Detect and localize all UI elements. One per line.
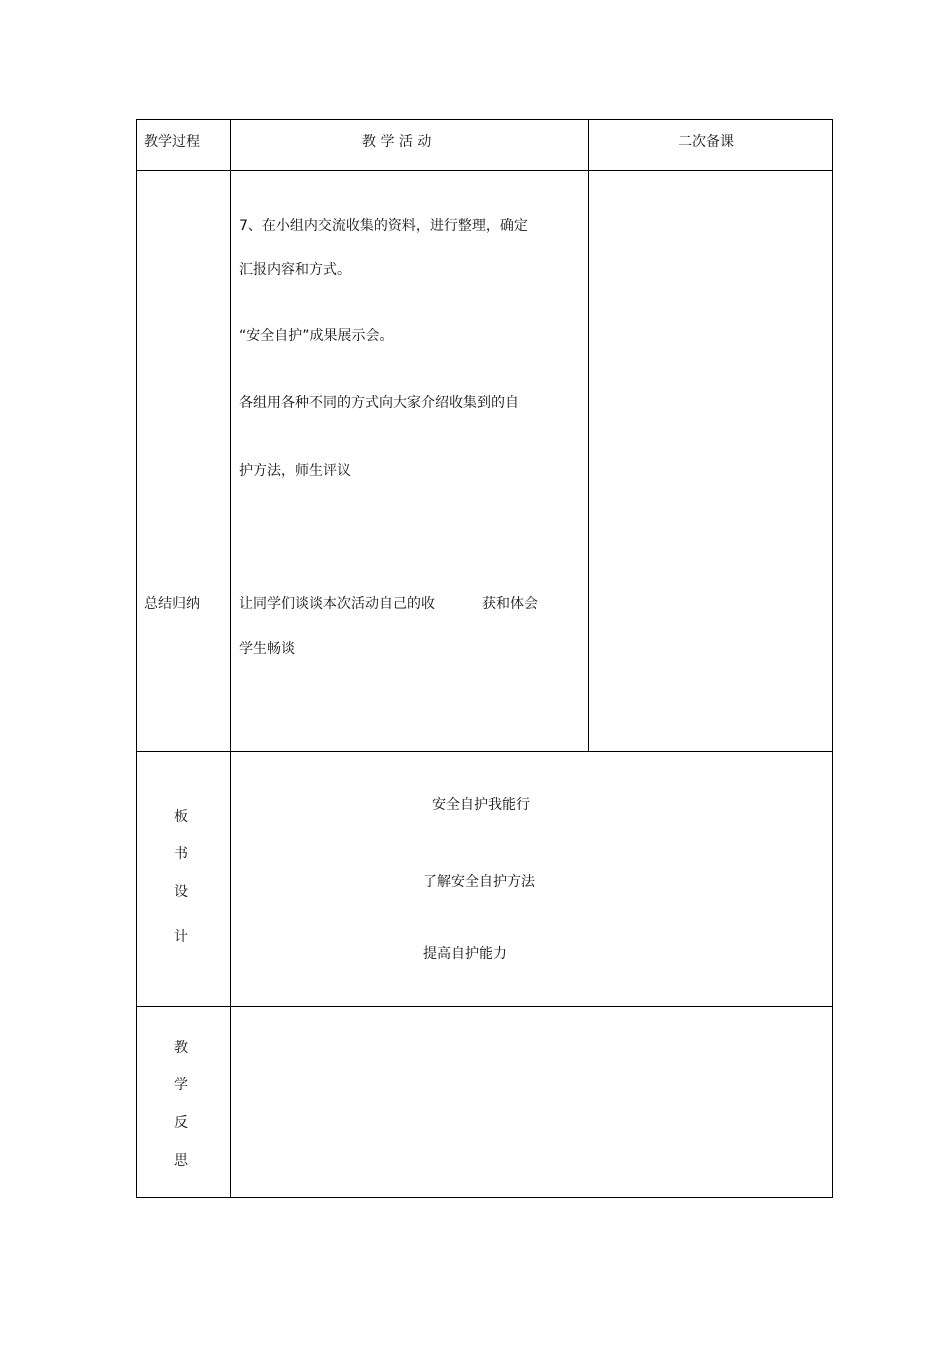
activity-line-4: 各组用各种不同的方式向大家介绍收集到的自 (239, 395, 519, 411)
board-label-char-1: 板 (174, 809, 188, 825)
board-label-char-2: 书 (174, 846, 188, 862)
activity-line-3: “安全自护”成果展示会。 (239, 328, 394, 344)
activities-bottom-divider (136, 751, 833, 752)
board-title: 安全自护我能行 (432, 797, 530, 813)
column-divider-1 (230, 119, 231, 1198)
reflection-label-char-1: 教 (174, 1040, 188, 1056)
header-second-prep: 二次备课 (678, 134, 734, 150)
activity-line-7: 学生畅谈 (239, 641, 295, 657)
header-divider (136, 170, 833, 171)
column-divider-2 (588, 119, 589, 752)
board-point-2: 提高自护能力 (423, 946, 507, 962)
board-label-char-3: 设 (174, 884, 188, 900)
header-process: 教学过程 (144, 134, 200, 150)
activity-line-6a: 让同学们谈谈本次活动自己的收 (239, 596, 435, 612)
board-label-char-4: 计 (174, 929, 188, 945)
activity-line-6b: 获和体会 (482, 596, 538, 612)
reflection-label-char-2: 学 (174, 1077, 188, 1093)
table-border-left (136, 119, 137, 1198)
activity-line-2: 汇报内容和方式。 (239, 262, 351, 278)
reflection-label-char-3: 反 (174, 1115, 188, 1131)
table-border-right (832, 119, 833, 1198)
board-bottom-divider (136, 1006, 833, 1007)
activity-line-1: 7、在小组内交流收集的资料，进行整理，确定 (239, 218, 528, 234)
table-border-bottom (136, 1197, 833, 1198)
reflection-label-char-4: 思 (174, 1153, 188, 1169)
summary-label: 总结归纳 (144, 596, 200, 612)
table-border-top (136, 119, 833, 120)
header-activities: 教 学 活 动 (362, 134, 432, 150)
activity-line-5: 护方法，师生评议 (239, 463, 351, 479)
board-point-1: 了解安全自护方法 (423, 874, 535, 890)
